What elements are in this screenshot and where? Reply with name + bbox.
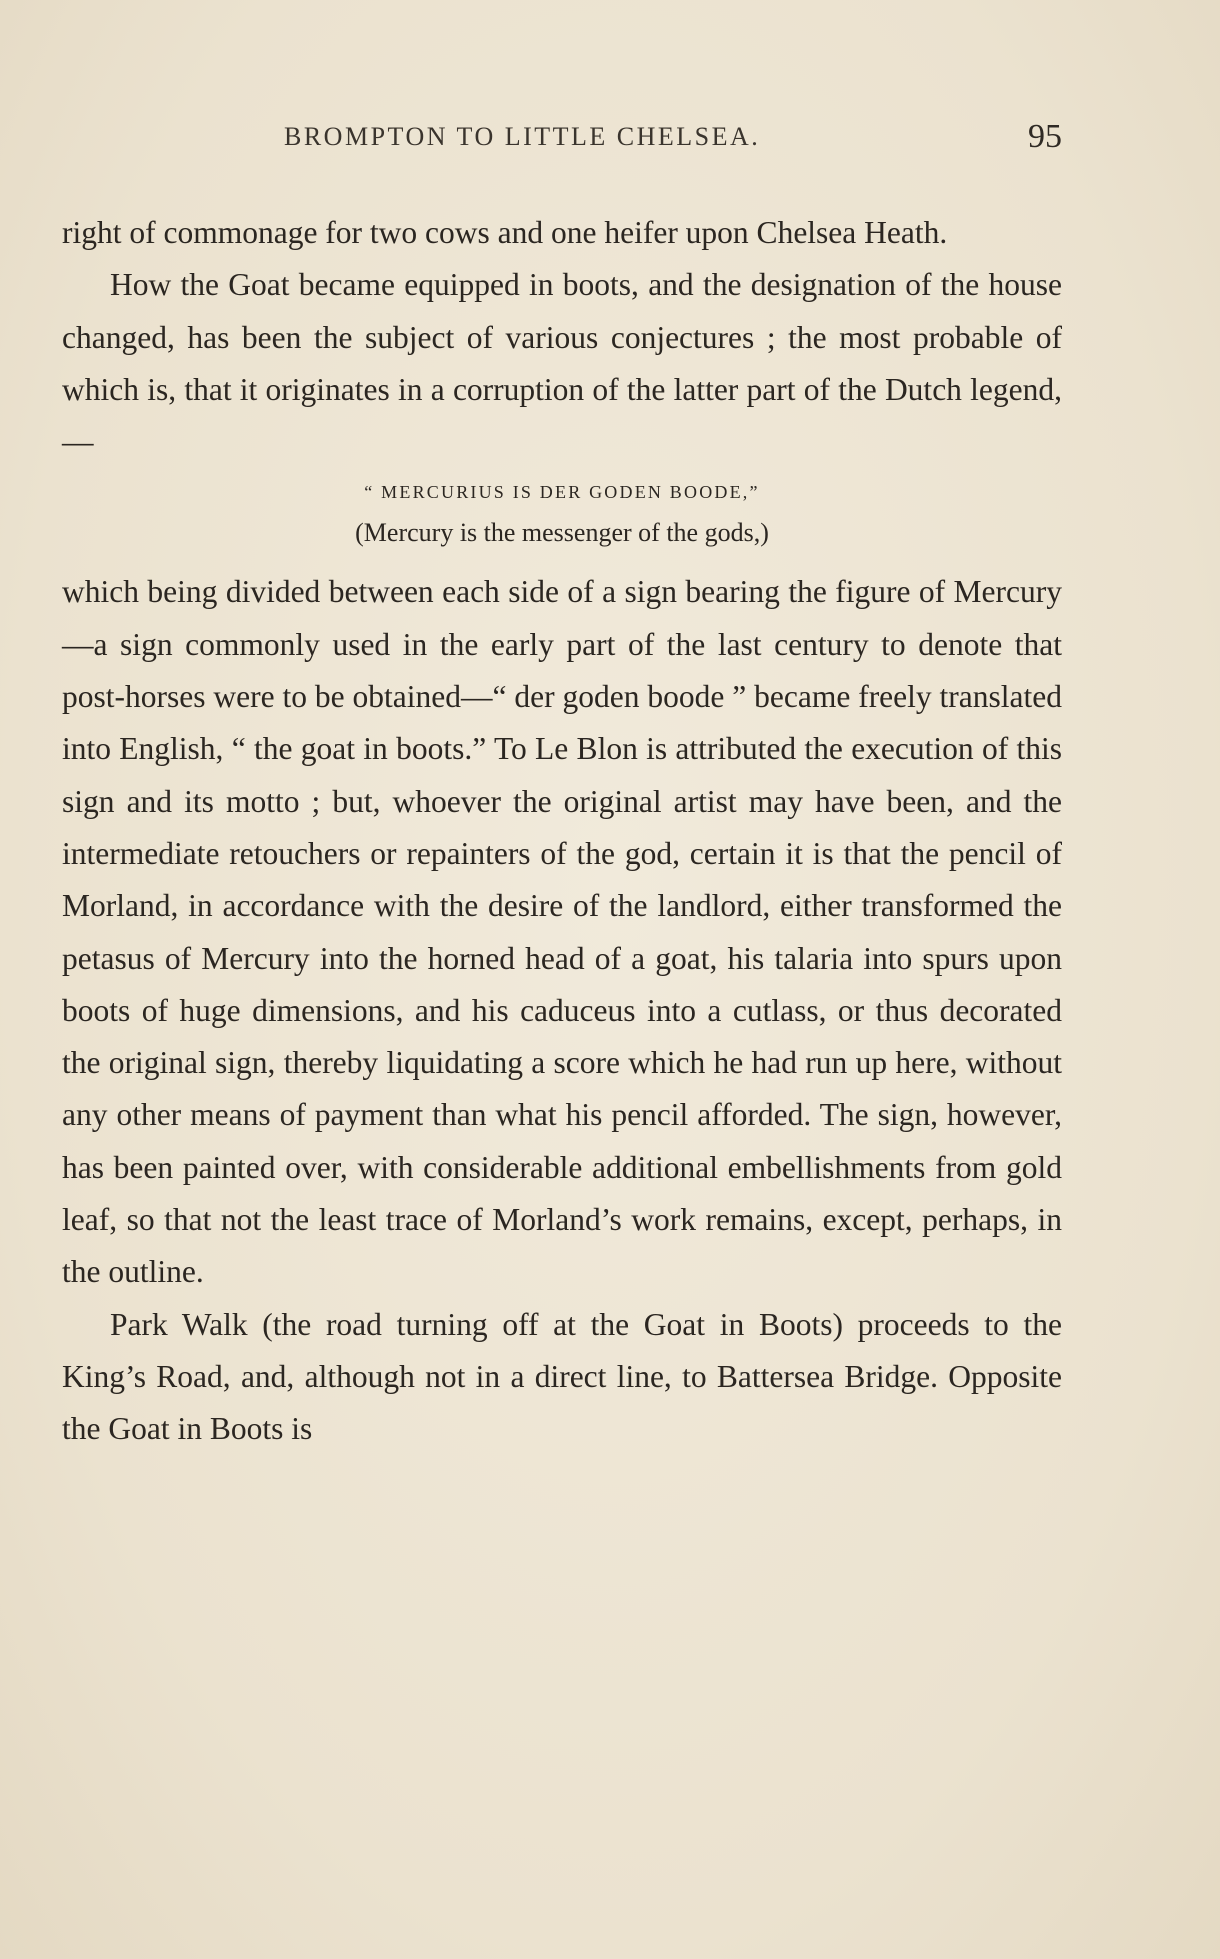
body-text [62,207,1062,1456]
paragraph-3: which being divided between each side of a sign bearing the figure of Mercury—a sign commonly used in the early part of the last century to denote that post-horses were to be obtained—“ der goden boode ” became freely translated into English, “ the goat in boots.” To Le Blon is attributed the execution of this sign and its motto ; but, whoever the original artist may have been, and the intermediate retouchers or repainters of the god, certain it is that the pencil of Morland, in accordance with the desire of the landlord, either transformed the petasus of Mercury into the horned head of a goat, his talaria into spurs upon boots of huge dimensions, and his caduceus into a cutlass, or thus decorated the original sign, thereby liquidating a score which he had run up here, without any other means of payment than what his pencil afforded. The sign, however, has been painted over, with considerable additional embellishments from gold leaf, so that not the least trace of Morland’s work remains, except, perhaps, in the outline. [62,574,1062,1290]
running-head: BROMPTON TO LITTLE CHELSEA. [284,122,761,151]
quote-translation: (Mercury is the messenger of the gods,) [355,518,769,548]
page-header [62,118,1062,158]
page-number: 95 [1028,118,1062,155]
quote-dutch-legend: “ MERCURIUS IS DER GODEN BOODE,” [364,482,760,503]
paragraph-1: right of commonage for two cows and one heifer upon Chelsea Heath. [62,215,948,250]
paragraph-4: Park Walk (the road turning off at the Goat in Boots) proceeds to the King’s Road, and, although not in a direct line, to Battersea Bridge. Opposite the Goat in Boots is [62,1306,1062,1447]
paragraph-2: How the Goat became equipped in boots, and the designation of the house changed, has been the subject of various conjectures ; the most probable of which is, that it originates in a corruption of the latter part of the Dutch legend,— [62,267,1062,460]
